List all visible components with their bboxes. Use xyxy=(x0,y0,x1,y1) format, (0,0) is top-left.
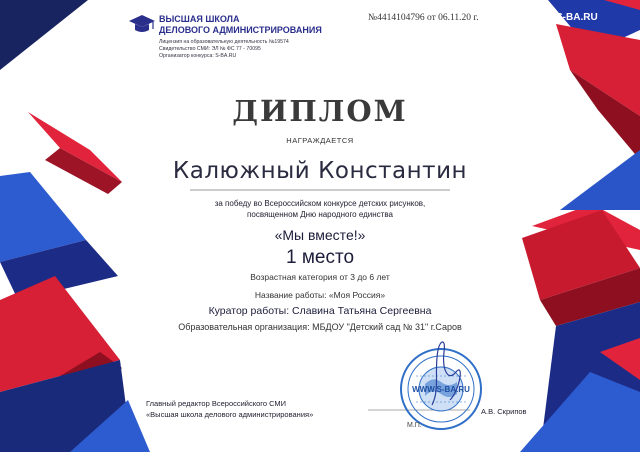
editor-title-line-1: Главный редактор Всероссийского СМИ xyxy=(146,399,287,408)
site-label: S-BA.RU xyxy=(556,12,598,23)
license-text: Лицензия на образовательную деятельность №19574 xyxy=(159,39,289,45)
place-award: 1 место xyxy=(285,247,355,268)
logo-line-2: ДЕЛОВОГО АДМИНИСТРИРОВАНИЯ xyxy=(159,25,322,35)
handwritten-signature xyxy=(420,330,480,410)
awarded-label: НАГРАЖДАЕТСЯ xyxy=(286,136,354,145)
contest-description-line-2: посвященном Дню народного единства xyxy=(247,210,393,219)
graduation-cap-icon xyxy=(128,13,156,35)
seal-text: WWW.S-BA.RU xyxy=(412,385,470,394)
smi-text: Свидетельство СМИ: ЭЛ № ФС 77 - 70095 xyxy=(159,46,261,52)
editor-title-line-2: «Высшая школа делового администрирования» xyxy=(146,410,314,419)
diploma-title: ДИПЛОМ xyxy=(232,94,408,128)
stamp-place-label: М.П. xyxy=(407,422,422,429)
signer-name: А.В. Скрипов xyxy=(481,407,527,416)
work-title: Название работы: «Моя Россия» xyxy=(254,290,386,300)
curator: Куратор работы: Славина Татьяна Сергеевна xyxy=(208,305,432,317)
decor-shape xyxy=(0,0,88,70)
recipient-name: Калюжный Константин xyxy=(172,158,468,184)
age-category: Возрастная категория от 3 до 6 лет xyxy=(250,272,390,282)
organizer-text: Организатор конкурса: S-BA.RU xyxy=(159,53,237,59)
contest-description-line-1: за победу во Всероссийском конкурсе детских рисунков, xyxy=(214,199,426,208)
contest-name: «Мы вместе!» xyxy=(274,227,366,243)
organization: Образовательная организация: МБДОУ "Детский сад № 31" г.Саров xyxy=(178,322,462,332)
logo-line-1: ВЫСШАЯ ШКОЛА xyxy=(159,14,240,24)
document-number: №4414104796 от 06.11.20 г. xyxy=(368,13,479,23)
